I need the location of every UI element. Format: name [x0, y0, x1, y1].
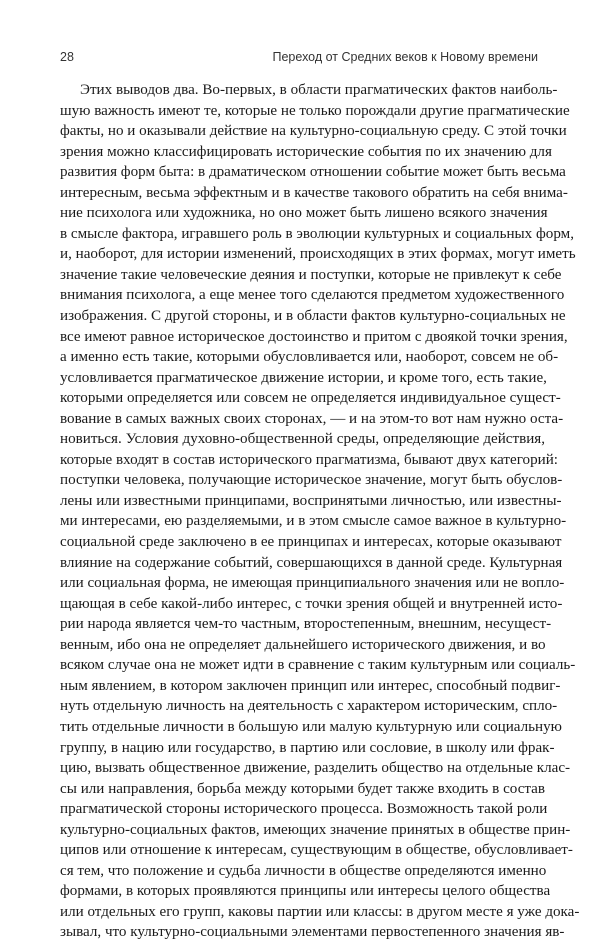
text-line: формами, в которых проявляются принципы или интересы целого общества	[60, 883, 551, 900]
text-line: которыми определяется или совсем не определяется индивидуальное сущест-	[60, 390, 561, 407]
page-number: 28	[60, 50, 74, 64]
text-line: зывал, что культурно-социальными элементами первостепенного значения яв-	[60, 924, 565, 941]
text-line: а именно есть такие, которыми обусловливается или, наоборот, совсем не об-	[60, 349, 559, 366]
text-line: нуть отдельную личность на деятельность с характером историческим, спло-	[60, 698, 558, 715]
text-line: поступки человека, получающие историческое значение, могут быть обуслов-	[60, 472, 563, 489]
text-line: или социальная форма, не имеющая принципиального значения или не вопло-	[60, 575, 565, 592]
text-line: венным, ибо она не определяет дальнейшего исторического движения, и во	[60, 636, 546, 653]
text-line: ми интересами, ею разделяемыми, и в этом смысле самое важное в культурно-	[60, 513, 567, 530]
body-text	[60, 80, 580, 943]
text-line: и, наоборот, для истории изменений, происходящих в этих формах, могут иметь	[60, 246, 576, 263]
running-title: Переход от Средних веков к Новому времени	[272, 50, 538, 64]
text-line: ципов или отношение к интересам, существующим в обществе, обусловливает-	[60, 842, 573, 859]
text-line: факты, но и оказывали действие на культурно-социальную среду. С этой точки	[60, 123, 567, 140]
text-line: изображения. С другой стороны, и в области фактов культурно-социальных не	[60, 308, 566, 325]
text-line: Этих выводов два. Во-первых, в области прагматических фактов наиболь-	[80, 82, 558, 98]
text-line: или отдельных его групп, каковы партии или классы: в другом месте я уже дока-	[60, 903, 580, 920]
text-line: прагматической стороны исторического процесса. Возможность такой роли	[60, 801, 548, 818]
text-line: которые входят в состав исторического прагматизма, бывают двух категорий:	[60, 451, 558, 468]
text-line: ние психолога или художника, но оно может быть лишено всякого значения	[60, 205, 548, 222]
text-line: всяком случае она не может идти в сравнение с таким культурным или социаль-	[60, 657, 576, 674]
text-line: тить отдельные личности в большую или малую культурную или социальную	[60, 718, 562, 735]
text-line: лены или известными принципами, воспринятыми личностью, или известны-	[60, 492, 562, 509]
text-line: условливается прагматическое движение истории, и кроме того, есть такие,	[60, 369, 547, 386]
text-line: шую важность имеют те, которые не только порождали другие прагматические	[60, 102, 570, 119]
text-line: в смысле фактора, игравшего роль в эволюции культурных и социальных форм,	[60, 225, 574, 242]
text-line: внимания психолога, а еще менее того сделаются предметом художественного	[60, 287, 565, 304]
text-line: культурно-социальных фактов, имеющих значение принятых в обществе прин-	[60, 821, 571, 838]
text-line: ным явлением, в котором заключен принцип или интерес, способный подвиг-	[60, 677, 561, 694]
text-line: новиться. Условия духовно-общественной среды, определяющие действия,	[60, 431, 545, 448]
text-line: цию, вызвать общественное движение, разделить общество на отдельные клас-	[60, 760, 571, 777]
page-header	[60, 50, 538, 70]
text-line: значение такие человеческие деяния и поступки, которые не привлекут к себе	[60, 266, 562, 283]
text-line: зрения можно классифицировать исторические события по их значению для	[60, 143, 552, 160]
text-line: рии народа является чем-то частным, второстепенным, внешним, несущест-	[60, 616, 552, 633]
text-line: социальной среде заключено в ее принципах и интересах, которые оказывают	[60, 534, 562, 551]
text-line: группу, в нацию или государство, в партию или сословие, в школу или фрак-	[60, 739, 555, 756]
text-line: развития форм быта: в драматическом отношении событие может быть весьма	[60, 164, 566, 181]
text-line: сы или направления, борьба между которыми будет также входить в состав	[60, 780, 545, 797]
text-line: ся тем, что положение и судьба личности в обществе определяются именно	[60, 862, 547, 879]
text-line: щающая в себе какой-либо интерес, с точки зрения общей и внутренней исто-	[60, 595, 563, 612]
text-line: влияние на содержание событий, совершающихся в данной среде. Культурная	[60, 554, 563, 571]
text-line: все имеют равное историческое достоинство и притом с двоякой точки зрения,	[60, 328, 568, 345]
text-line: интересным, весьма эффектным и в качестве такового обратить на себя внима-	[60, 184, 568, 201]
text-line: вование в самых важных своих сторонах, — и на этом-то вот нам нужно оста-	[60, 410, 564, 427]
